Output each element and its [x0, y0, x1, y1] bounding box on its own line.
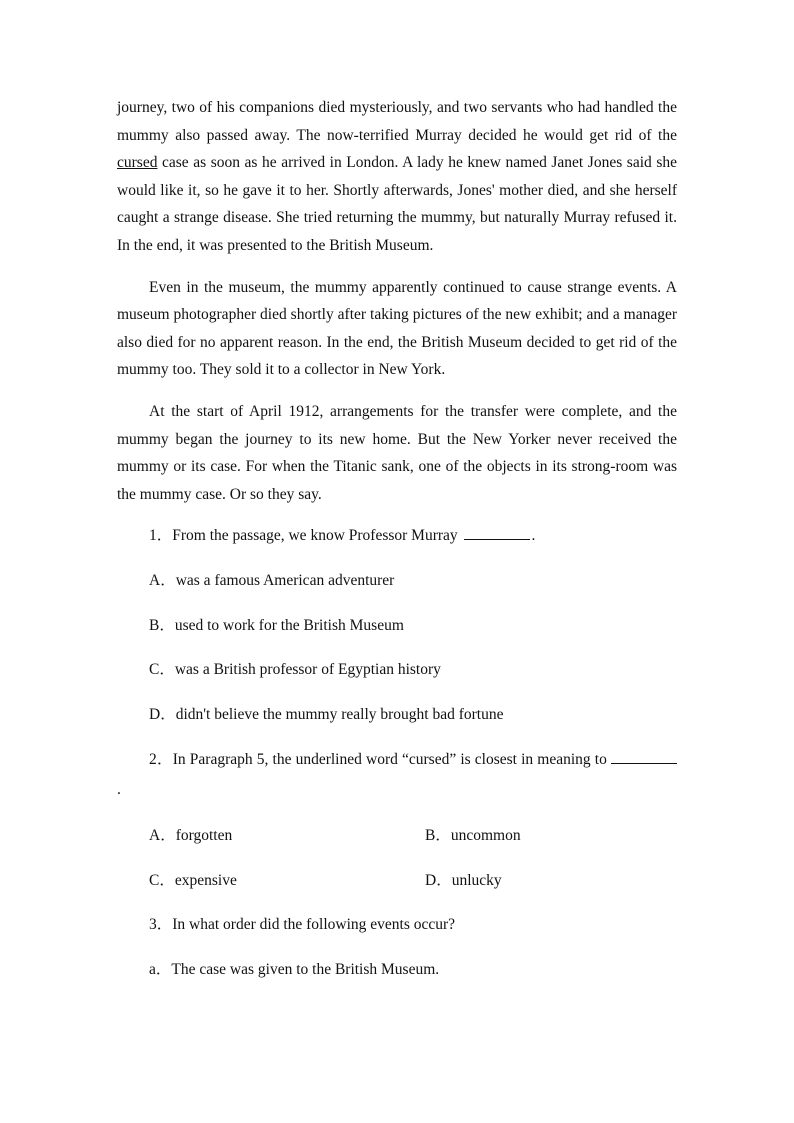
question-1: [117, 522, 677, 550]
underlined-word-cursed: cursed: [117, 154, 158, 172]
option-label: C．: [149, 661, 175, 679]
option-2b[interactable]: [425, 822, 521, 850]
option-text: uncommon: [450, 827, 521, 845]
question-stem: From the passage, we know Professor Murray: [172, 527, 458, 545]
option-text: unlucky: [451, 871, 502, 889]
question-number: 2．: [149, 751, 173, 769]
option-label: A．: [149, 571, 176, 589]
option-2a[interactable]: [149, 822, 425, 850]
item-text: The case was given to the British Museum.: [171, 961, 440, 979]
question-end: .: [531, 527, 536, 545]
option-text: used to work for the British Museum: [174, 616, 404, 634]
question-number: 3．: [149, 916, 173, 934]
question-3: [117, 911, 677, 939]
option-label: B．: [425, 827, 451, 845]
options-row-cd: [117, 867, 677, 895]
option-1a[interactable]: [117, 567, 677, 595]
option-text: didn't believe the mummy really brought bad fortune: [175, 705, 504, 723]
option-label: D．: [425, 871, 452, 889]
option-1b[interactable]: [117, 612, 677, 640]
option-2d[interactable]: [425, 867, 502, 895]
option-text: forgotten: [175, 827, 233, 845]
option-text: was a British professor of Egyptian history: [174, 661, 441, 679]
document-page: [117, 94, 677, 984]
question-number: 1．: [149, 527, 173, 545]
answer-blank: [464, 527, 530, 540]
passage-paragraph-murray: [117, 94, 677, 260]
option-label: C．: [149, 871, 175, 889]
passage-text: journey, two of his companions died mysteriously, and two servants who had handled the mummy also passed away. The now-terrified Murray decided he would get rid of the: [117, 99, 677, 144]
passage-paragraph-titanic: At the start of April 1912, arrangements for the transfer were complete, and the mummy began the journey to its new home. But the New Yorker never received the mummy or its case. For when the Titanic sank, one of the objects in its strong-room was the mummy case. Or so they say.: [117, 402, 677, 503]
answer-blank: [611, 751, 677, 764]
question-2: [117, 745, 677, 805]
options-row-ab: [117, 822, 677, 850]
option-1c[interactable]: [117, 656, 677, 684]
option-label: B．: [149, 616, 175, 634]
option-text: expensive: [174, 871, 237, 889]
passage-paragraph-museum: Even in the museum, the mummy apparently continued to cause strange events. A museum photographer died shortly after taking pictures of the new exhibit; and a manager also died for no apparent reason. In the end, the British Museum decided to get rid of the mummy too. They sold it to a collector in New York.: [117, 278, 677, 379]
option-label: D．: [149, 705, 176, 723]
question-stem: In what order did the following events occur?: [172, 916, 456, 934]
event-item-a: [117, 956, 677, 984]
question-stem: In Paragraph 5, the underlined word “cursed” is closest in meaning to: [172, 751, 607, 769]
option-text: was a famous American adventurer: [175, 571, 395, 589]
item-label: a．: [149, 961, 172, 979]
question-end: .: [117, 781, 121, 799]
option-2c[interactable]: [149, 867, 425, 895]
option-1d[interactable]: [117, 701, 677, 729]
passage-text: case as soon as he arrived in London. A lady he knew named Janet Jones said she would like it, so he gave it to her. Shortly afterwards, Jones' mother died, and she herself caught a strange disease. She tried returning the mummy, but naturally Murray refused it. In the end, it was presented to the British Museum.: [117, 154, 677, 254]
option-label: A．: [149, 827, 176, 845]
